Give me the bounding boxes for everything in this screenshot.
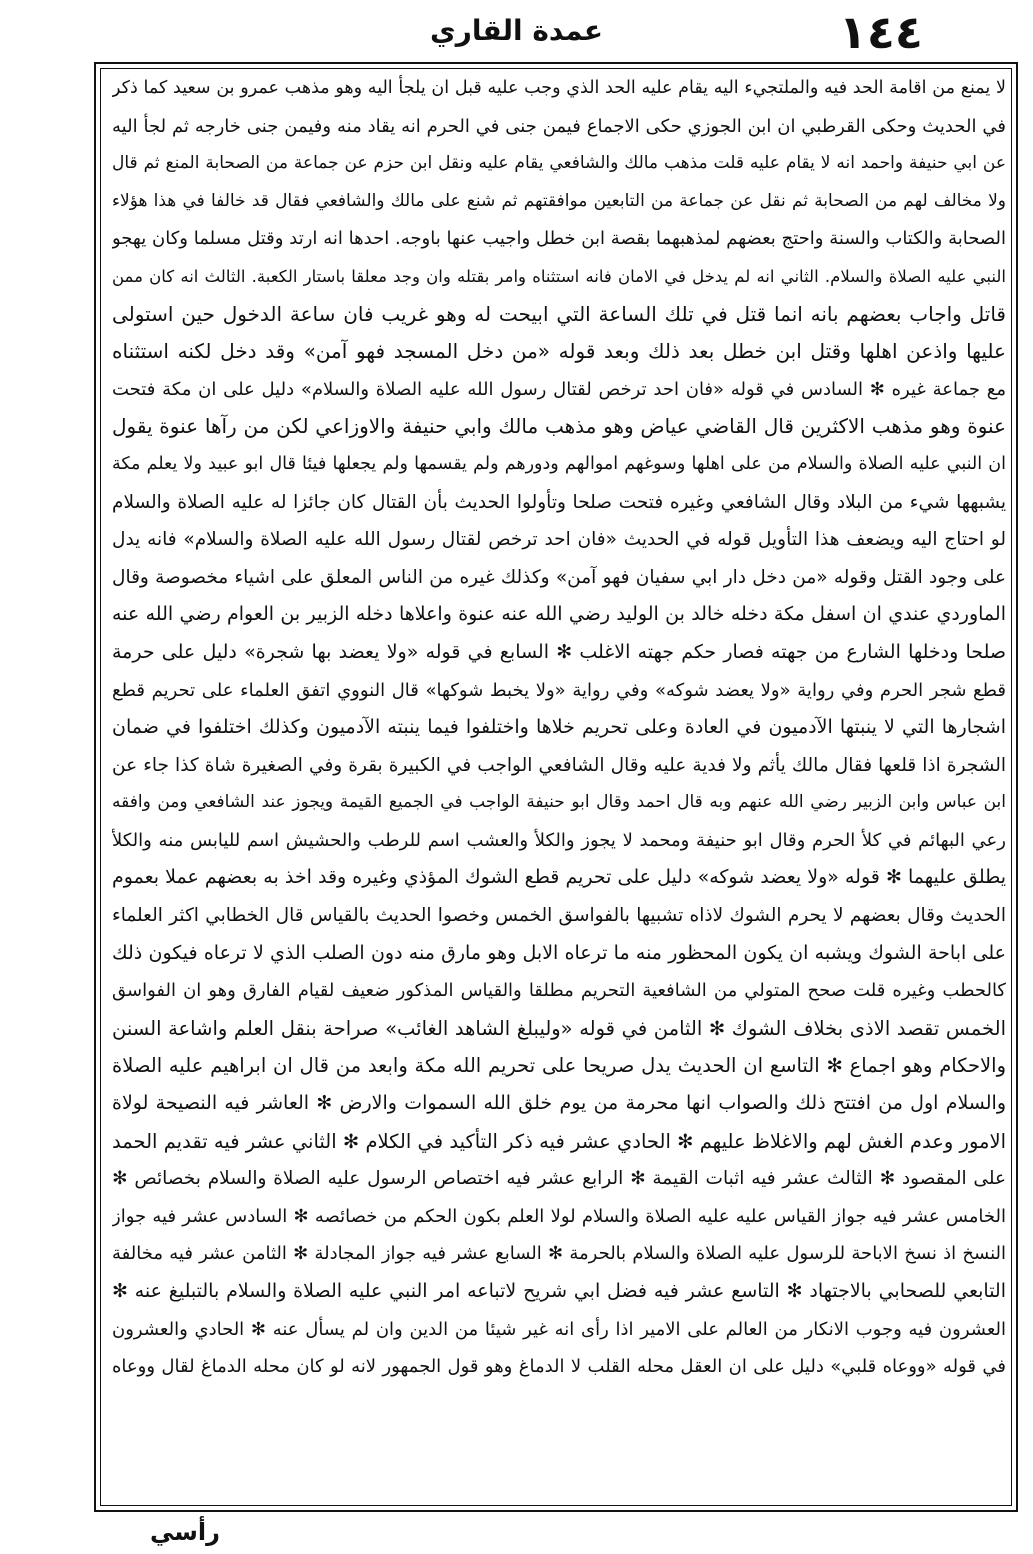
text-line: رعي البهائم في كلأ الحرم وقال ابو حنيفة ومحمد لا يجوز والكلأ والعشب اسم للرطب والحشيش اسم لليابس منه والكلأ bbox=[112, 829, 1006, 851]
text-line: الماوردي عندي ان اسفل مكة دخله خالد بن الوليد رضي الله عنه عنوة واعلاها دخله الزبير بن العوام رضي الله عنه bbox=[112, 603, 1006, 626]
text-line: التابعي للصحابي بالاجتهاد ✻ التاسع عشر فيه فضل ابي شريح لاتباعه امر النبي عليه الصلاة والسلام بالتبليغ عنه ✻ bbox=[112, 1280, 1006, 1302]
text-line: الامور وعدم الغش لهم والاغلاظ عليهم ✻ الحادي عشر فيه ذكر التأكيد في الكلام ✻ الثاني عشر فيه تقديم الحمد bbox=[112, 1129, 1006, 1153]
text-line: صلحا ودخلها الشارع من جهته فصار حكم جهته الاغلب ✻ السابع في قوله «ولا يعضد بها شجرة» دليل على حرمة bbox=[112, 640, 1006, 663]
text-line bbox=[112, 1386, 1006, 1424]
text-line: عليها واذعن اهلها وقتل ابن خطل بعد ذلك وبعد قوله «من دخل المسجد فهو آمن» وقد دخل لكنه استثناه bbox=[112, 339, 1006, 364]
text-line: عنوة وهو مذهب الاكثرين قال القاضي عياض وهو مذهب مالك وابي حنيفة والاوزاعي لكن من رآها عنوة يقول bbox=[112, 414, 1006, 439]
text-line: كالحطب وغيره قلت صحح المتولي من الشافعية التحريم مطلقا والقياس المذكور ضعيف لقيام الفارق وهو ان الفواسق bbox=[112, 980, 1006, 1002]
text-line: النبي عليه الصلاة والسلام. الثاني انه لم يدخل في الامان فانه استثناه وامر بقتله وان وجد معلقا باستار الكعبة. الثالث انه كان ممن bbox=[112, 266, 1006, 286]
body-text bbox=[112, 70, 1006, 1500]
text-line: الشجرة اذا قلعها فقال مالك يأثم ولا فدية عليه وقال الشافعي الواجب في الكبيرة بقرة وفي الصغيرة شاة كذا جاء عن bbox=[112, 754, 1006, 776]
text-line: والاحكام وهو اجماع ✻ التاسع ان الحديث يدل صريحا على تحريم الله مكة وابعد من قال ان ابراهيم عليه الصلاة bbox=[112, 1054, 1006, 1078]
text-line: ابن عباس وابن الزبير رضي الله عنهم وبه قال احمد وقال ابو حنيفة الواجب في الجميع القيمة ويجوز عند الشافعي ومن وافقه bbox=[112, 792, 1006, 813]
text-line: الحديث وقال بعضهم لا يحرم الشوك لاذاه تشبيها بالفواسق الخمس وخصوا الحديث بالقياس قال الخطابي اكثر العلماء bbox=[112, 905, 1006, 927]
text-line: الصحابة والكتاب والسنة واحتج بعضهم لمذهبهما بقصة ابن خطل واجيب عنها باوجه. احدها انه ارتد وقتل مسلما وكان يهجو bbox=[112, 228, 1006, 250]
text-line: الخامس عشر فيه جواز القياس عليه عليه الصلاة والسلام لولا العلم بكون الحكم من خصائصه ✻ السادس عشر فيه جواز bbox=[112, 1205, 1006, 1227]
text-line: على المقصود ✻ الثالث عشر فيه اثبات القيمة ✻ الرابع عشر فيه اختصاص الرسول عليه الصلاة والسلام بخصائص ✻ bbox=[112, 1168, 1006, 1190]
page-header bbox=[0, 0, 1033, 62]
text-line: العشرون فيه وجوب الانكار من العالم على الامير اذا رأى انه غير شيئا من الدين وان لم يسأل عنه ✻ الحادي والعشرون bbox=[112, 1318, 1006, 1340]
text-line: لا يمنع من اقامة الحد فيه والملتجيء اليه يقام عليه الحد الذي وجب عليه قبل ان يلجأ اليه وهو مذهب عمرو بن سعيد كما ذكر bbox=[112, 78, 1006, 98]
text-line: لو احتاج اليه ويضعف هذا التأويل قوله في الحديث «فان احد ترخص لقتال رسول الله عليه الصلاة والسلام» فانه يدل bbox=[112, 529, 1006, 551]
text-line: قطع شجر الحرم وفي رواية «ولا يعضد شوكه» وفي رواية «ولا يخبط شوكها» قال النووي اتفق العلماء على تحريم قطع bbox=[112, 679, 1006, 701]
page-number: ١٤٤ bbox=[838, 5, 923, 59]
text-line: ان النبي عليه الصلاة والسلام من على اهلها وسوغهم اموالهم ودورهم ولم يقسمها ولم يجعلها فيئا قال ابو عبيد ولا يعلم مكة bbox=[112, 453, 1006, 474]
text-line: قاتل واجاب بعضهم بانه انما قتل في تلك الساعة التي ابيحت له وهو غريب فان ساعة الدخول حين استولى bbox=[112, 301, 1006, 326]
text-line: والسلام اول من افتتح ذلك والصواب انها محرمة من يوم خلق الله السموات والارض ✻ العاشر فيه النصيحة لولاة bbox=[112, 1092, 1006, 1115]
text-line: النسخ اذ نسخ الاباحة للرسول عليه الصلاة والسلام بالحرمة ✻ السابع عشر فيه جواز المجادلة ✻ الثامن عشر فيه مخالفة bbox=[112, 1243, 1006, 1265]
text-line: ولا مخالف لهم من الصحابة ثم نقل عن جماعة من التابعين موافقتهم ثم شنع على مالك والشافعي فقال قد خالفا في هذا هؤلاء bbox=[112, 190, 1006, 211]
text-line: في الحديث وحكى القرطبي ان ابن الجوزي حكى الاجماع فيمن جنى في الحرم انه يقاد منه وفيمن جنى خارجه ثم لجأ اليه bbox=[112, 115, 1006, 137]
text-line: الخمس تقصد الاذى بخلاف الشوك ✻ الثامن في قوله «وليبلغ الشاهد الغائب» صراحة بنقل العلم واشاعة السنن bbox=[112, 1016, 1006, 1040]
text-line: على وجود القتل وقوله «من دخل دار ابي سفيان فهو آمن» وكذلك غيره من الناس المعلق على اشياء مخصوصة وقال bbox=[112, 566, 1006, 588]
text-line: يطلق عليهما ✻ قوله «ولا يعضد شوكه» دليل على تحريم قطع الشوك المؤذي وغيره وقد اخذ به بعضهم عملا بعموم bbox=[112, 866, 1006, 889]
text-line: يشبهها شيء من البلاد وقال الشافعي وغيره فتحت صلحا وتأولوا الحديث بأن القتال كان جائزا له عليه الصلاة والسلام bbox=[112, 491, 1006, 513]
text-line: اشجارها التي لا ينبتها الآدميون في العادة وعلى تحريم خلاها واختلفوا فيما ينبته الآدميون وكذلك اختلفوا في ضمان bbox=[112, 716, 1006, 739]
running-title: عمدة القاري bbox=[430, 14, 603, 47]
text-line: على اباحة الشوك ويشبه ان يكون المحظور منه ما ترعاه الابل وهو مارق منه دون الصلب الذي لا ترعاه فيكون ذلك bbox=[112, 941, 1006, 964]
catchword: رأسي bbox=[150, 1518, 220, 1546]
text-line: عن ابي حنيفة واحمد انه لا يقام عليه قلت مذهب مالك والشافعي يقام عليه ونقل ابن حزم عن جماعة من الصحابة المنع ثم قال bbox=[112, 153, 1006, 174]
text-line: مع جماعة غيره ✻ السادس في قوله «فان احد ترخص لقتال رسول الله عليه الصلاة والسلام» دليل على ان مكة فتحت bbox=[112, 378, 1006, 400]
text-line: في قوله «ووعاه قلبي» دليل على ان العقل محله القلب لا الدماغ وهو قول الجمهور لانه لو كان محله الدماغ لقال ووعاه bbox=[112, 1356, 1006, 1378]
